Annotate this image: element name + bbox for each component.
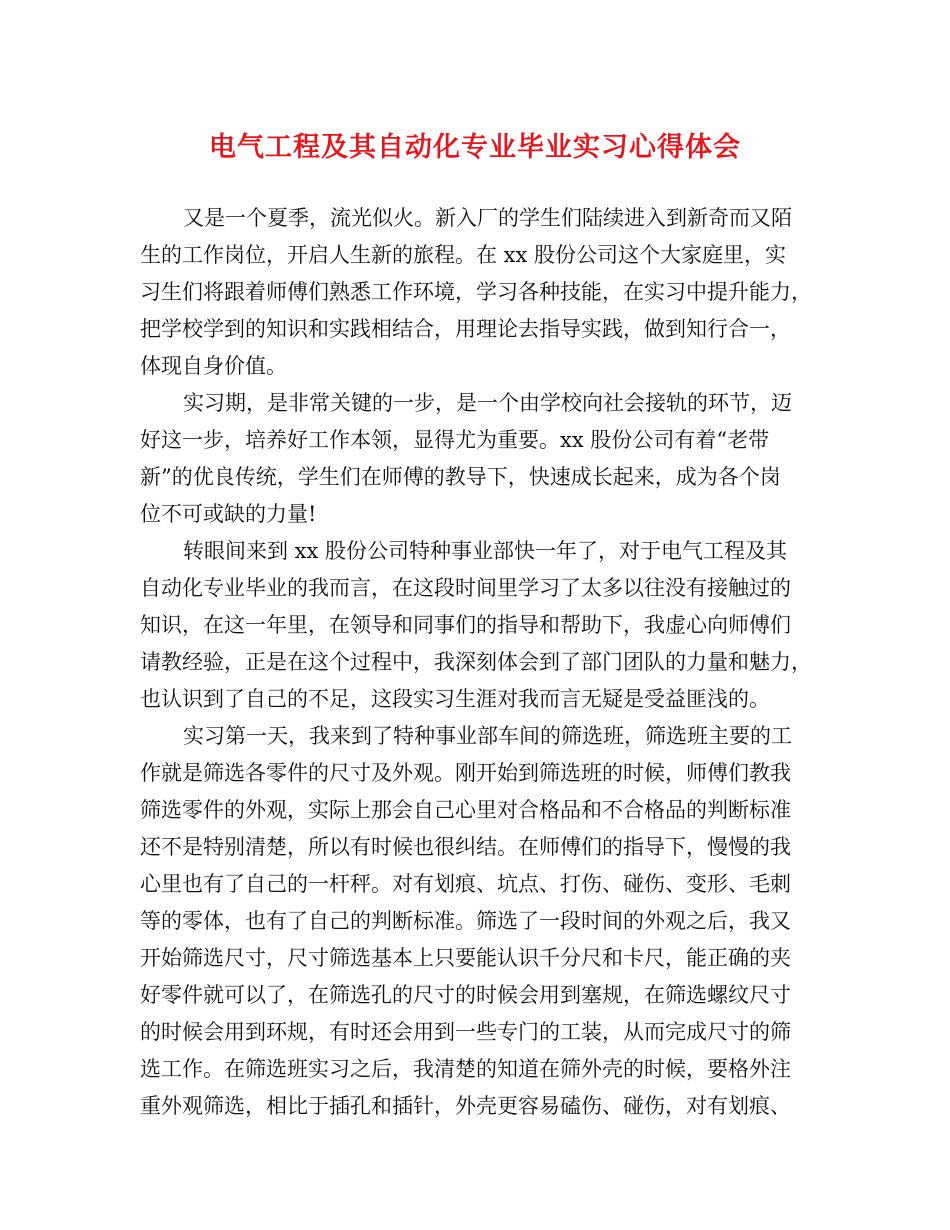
paragraph-line: 习生们将跟着师傅们熟悉工作环境，学习各种技能，在实习中提升能力， [140, 280, 812, 304]
paragraph-line: 重外观筛选，相比于插孔和插针，外壳更容易磕伤、碰伤，对有划痕、 [140, 1094, 791, 1118]
paragraph-line: 位不可或缺的力量! [140, 502, 317, 526]
paragraph-line: 的时候会用到环规，有时还会用到一些专门的工装，从而完成尺寸的筛 [140, 1020, 791, 1044]
paragraph-1 [140, 200, 840, 385]
paragraph-line: 转眼间来到 xx 股份公司特种事业部快一年了，对于电气工程及其 [183, 539, 788, 563]
paragraph-line: 还不是特别清楚，所以有时候也很纠结。在师傅们的指导下，慢慢的我 [140, 835, 791, 859]
paragraph-line: 开始筛选尺寸，尺寸筛选基本上只要能认识千分尺和卡尺，能正确的夹 [140, 946, 791, 970]
document-body [140, 200, 840, 1125]
paragraph-line: 好这一步，培养好工作本领，显得尤为重要。xx 股份公司有着“老带 [140, 428, 770, 452]
paragraph-line: 实习期，是非常关键的一步，是一个由学校向社会接轨的环节，迈 [183, 391, 792, 415]
paragraph-line: 新”的优良传统，学生们在师傅的教导下，快速成长起来，成为各个岗 [140, 465, 781, 489]
paragraph-line: 又是一个夏季，流光似火。新入厂的学生们陆续进入到新奇而又陌 [183, 206, 792, 230]
paragraph-2 [140, 385, 840, 533]
paragraph-line: 知识，在这一年里，在领导和同事们的指导和帮助下，我虚心向师傅们 [140, 613, 791, 637]
paragraph-4 [140, 718, 840, 1125]
document-title: 电气工程及其自动化专业毕业实习心得体会 [209, 132, 741, 163]
paragraph-line: 等的零体，也有了自己的判断标准。筛选了一段时间的外观之后，我又 [140, 909, 791, 933]
paragraph-line: 自动化专业毕业的我而言，在这段时间里学习了太多以往没有接触过的 [140, 576, 791, 600]
paragraph-line: 也认识到了自己的不足，这段实习生涯对我而言无疑是受益匪浅的。 [140, 687, 770, 711]
paragraph-line: 好零件就可以了，在筛选孔的尺寸的时候会用到塞规，在筛选螺纹尺寸 [140, 983, 791, 1007]
paragraph-line: 实习第一天，我来到了特种事业部车间的筛选班，筛选班主要的工 [183, 724, 792, 748]
paragraph-line: 心里也有了自己的一杆秤。对有划痕、坑点、打伤、碰伤、变形、毛刺 [140, 872, 791, 896]
paragraph-line: 请教经验，正是在这个过程中，我深刻体会到了部门团队的力量和魅力， [140, 650, 812, 674]
paragraph-line: 体现自身价值。 [140, 354, 287, 378]
paragraph-line: 作就是筛选各零件的尺寸及外观。刚开始到筛选班的时候，师傅们教我 [140, 761, 791, 785]
paragraph-line: 把学校学到的知识和实践相结合，用理论去指导实践，做到知行合一， [140, 317, 791, 341]
paragraph-line: 生的工作岗位，开启人生新的旅程。在 xx 股份公司这个大家庭里，实 [140, 243, 787, 267]
paragraph-3 [140, 533, 840, 718]
paragraph-line: 筛选零件的外观，实际上那会自己心里对合格品和不合格品的判断标准 [140, 798, 791, 822]
paragraph-line: 选工作。在筛选班实习之后，我清楚的知道在筛外壳的时候，要格外注 [140, 1057, 791, 1081]
